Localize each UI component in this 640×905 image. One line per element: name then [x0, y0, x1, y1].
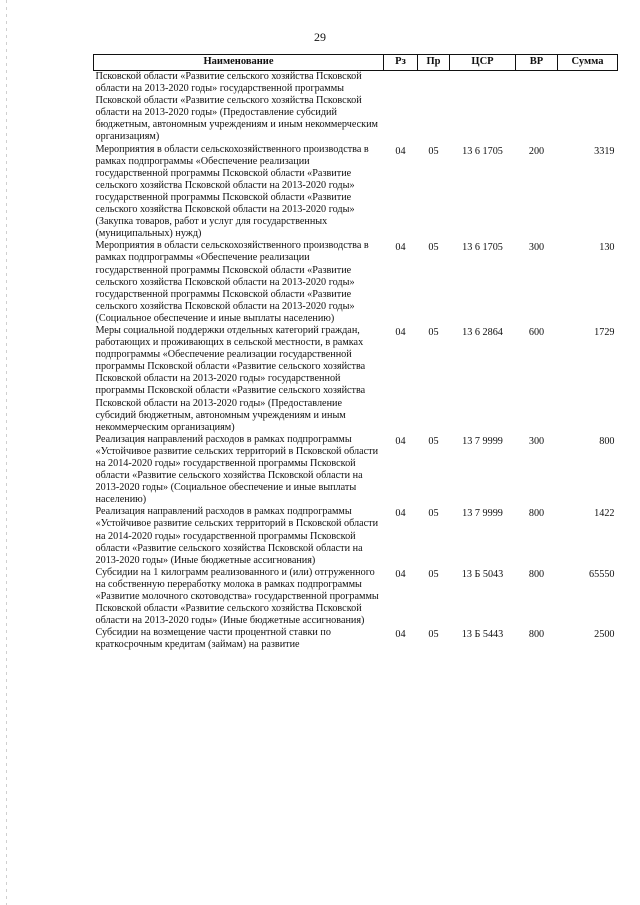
row-pr: 05 [428, 326, 439, 338]
table-row [94, 71, 618, 144]
row-pr: 05 [428, 145, 439, 157]
row-name: Субсидии на 1 килограмм реализованного и (или) отгруженного на собственную переработку молока в рамках подпрограммы «Развитие молочного скотоводства» государственной программы Псковской области «Развитие сельского хозяйства Псковской области на 2013-2020 годы» (Иные бюджетные ассигнования) [95, 566, 379, 627]
row-vr: 800 [528, 508, 545, 520]
row-csr: 13 6 1705 [462, 242, 503, 254]
table-header-row [94, 55, 618, 71]
row-pr: 05 [428, 629, 439, 641]
row-sum: 65550 [589, 568, 615, 580]
row-vr: 300 [528, 435, 545, 447]
table-row [94, 434, 618, 507]
budget-table [93, 54, 618, 652]
header-sum: Сумма [558, 55, 618, 71]
table-row [94, 567, 618, 627]
row-sum: 800 [599, 435, 615, 447]
row-vr: 600 [528, 326, 545, 338]
row-rz: 04 [395, 508, 406, 520]
row-name: Реализация направлений расходов в рамках подпрограммы «Устойчивое развитие сельских территорий в Псковской области на 2014-2020 годы» государственной программы Псковской области «Развитие сельского хозяйства Псковской области на 2013-2020 годы» (Иные бюджетные ассигнования) [95, 506, 379, 566]
row-csr: 13 7 9999 [462, 435, 503, 447]
row-vr: 200 [528, 145, 545, 157]
header-name: Наименование [94, 55, 384, 71]
row-csr: 13 Б 5443 [461, 629, 504, 641]
row-sum: 1729 [594, 326, 615, 338]
header-rz: Рз [384, 55, 418, 71]
row-sum: 3319 [594, 145, 615, 157]
row-csr [450, 71, 516, 144]
table-row [94, 144, 618, 241]
scan-margin-line [6, 0, 7, 905]
row-pr: 05 [428, 568, 439, 580]
row-name: Мероприятия в области сельскохозяйственного производства в рамках подпрограммы «Обеспечение реализации государственной программы Псковской области «Развитие сельского хозяйства Псковской области на 2013-2020 годы» государственной программы Псковской области «Развитие сельского хозяйства Псковской области на 2013-2020 годы» (Социальное обеспечение и иные выплаты населению) [95, 240, 369, 324]
row-rz: 04 [395, 242, 406, 254]
row-csr: 13 6 2864 [462, 326, 503, 338]
row-vr: 800 [528, 629, 545, 641]
row-sum: 1422 [594, 508, 615, 520]
row-name: Мероприятия в области сельскохозяйственного производства в рамках подпрограммы «Обеспечение реализации государственной программы Псковской области «Развитие сельского хозяйства Псковской области на 2013-2020 годы» государственной программы Псковской области «Развитие сельского хозяйства Псковской области на 2013-2020 годы» (Закупка товаров, работ и услуг для государственных (муниципальных) нужд) [95, 143, 369, 240]
row-rz [384, 71, 418, 144]
row-rz: 04 [395, 629, 406, 641]
header-csr: ЦСР [450, 55, 516, 71]
row-name: Псковской области «Развитие сельского хозяйства Псковской области на 2013-2020 годы» государственной программы Псковской области «Развитие сельского хозяйства Псковской области на 2013-2020 годы» (Предоставление субсидий бюджетным, автономным учреждениям и иным некоммерческим организациям) [95, 71, 378, 143]
row-pr [418, 71, 450, 144]
row-rz: 04 [395, 435, 406, 447]
row-rz: 04 [395, 145, 406, 157]
header-vr: ВР [516, 55, 558, 71]
row-name: Субсидии на возмещение части процентной ставки по краткосрочным кредитам (займам) на развитие [95, 627, 331, 651]
row-sum: 130 [599, 242, 615, 254]
row-rz: 04 [395, 568, 406, 580]
page-number: 29 [314, 30, 326, 44]
row-rz: 04 [395, 326, 406, 338]
row-vr [516, 71, 558, 144]
row-csr: 13 Б 5043 [461, 568, 504, 580]
table-row [94, 240, 618, 325]
row-sum: 2500 [594, 629, 615, 641]
table-row [94, 627, 618, 651]
table-row [94, 325, 618, 434]
row-vr: 300 [528, 242, 545, 254]
row-csr: 13 7 9999 [462, 508, 503, 520]
row-name: Меры социальной поддержки отдельных категорий граждан, работающих и проживающих в сельской местности, в рамках подпрограммы «Обеспечение реализации государственной программы Псковской области «Развитие сельского хозяйства Псковской области на 2013-2020 годы» государственной программы Псковской области «Развитие сельского хозяйства Псковской области на 2013-2020 годы» (Предоставление субсидий бюджетным, автономным учреждениям и иным некоммерческим организациям) [95, 324, 366, 433]
table-row [94, 506, 618, 566]
header-pr: Пр [418, 55, 450, 71]
row-vr: 800 [528, 568, 545, 580]
row-sum [558, 71, 618, 144]
row-pr: 05 [428, 242, 439, 254]
row-name: Реализация направлений расходов в рамках подпрограммы «Устойчивое развитие сельских территорий в Псковской области на 2014-2020 годы» государственной программы Псковской области «Развитие сельского хозяйства Псковской области на 2013-2020 годы» (Социальное обеспечение и иные выплаты населению) [95, 433, 379, 506]
row-csr: 13 6 1705 [462, 145, 503, 157]
row-pr: 05 [428, 508, 439, 520]
row-pr: 05 [428, 435, 439, 447]
